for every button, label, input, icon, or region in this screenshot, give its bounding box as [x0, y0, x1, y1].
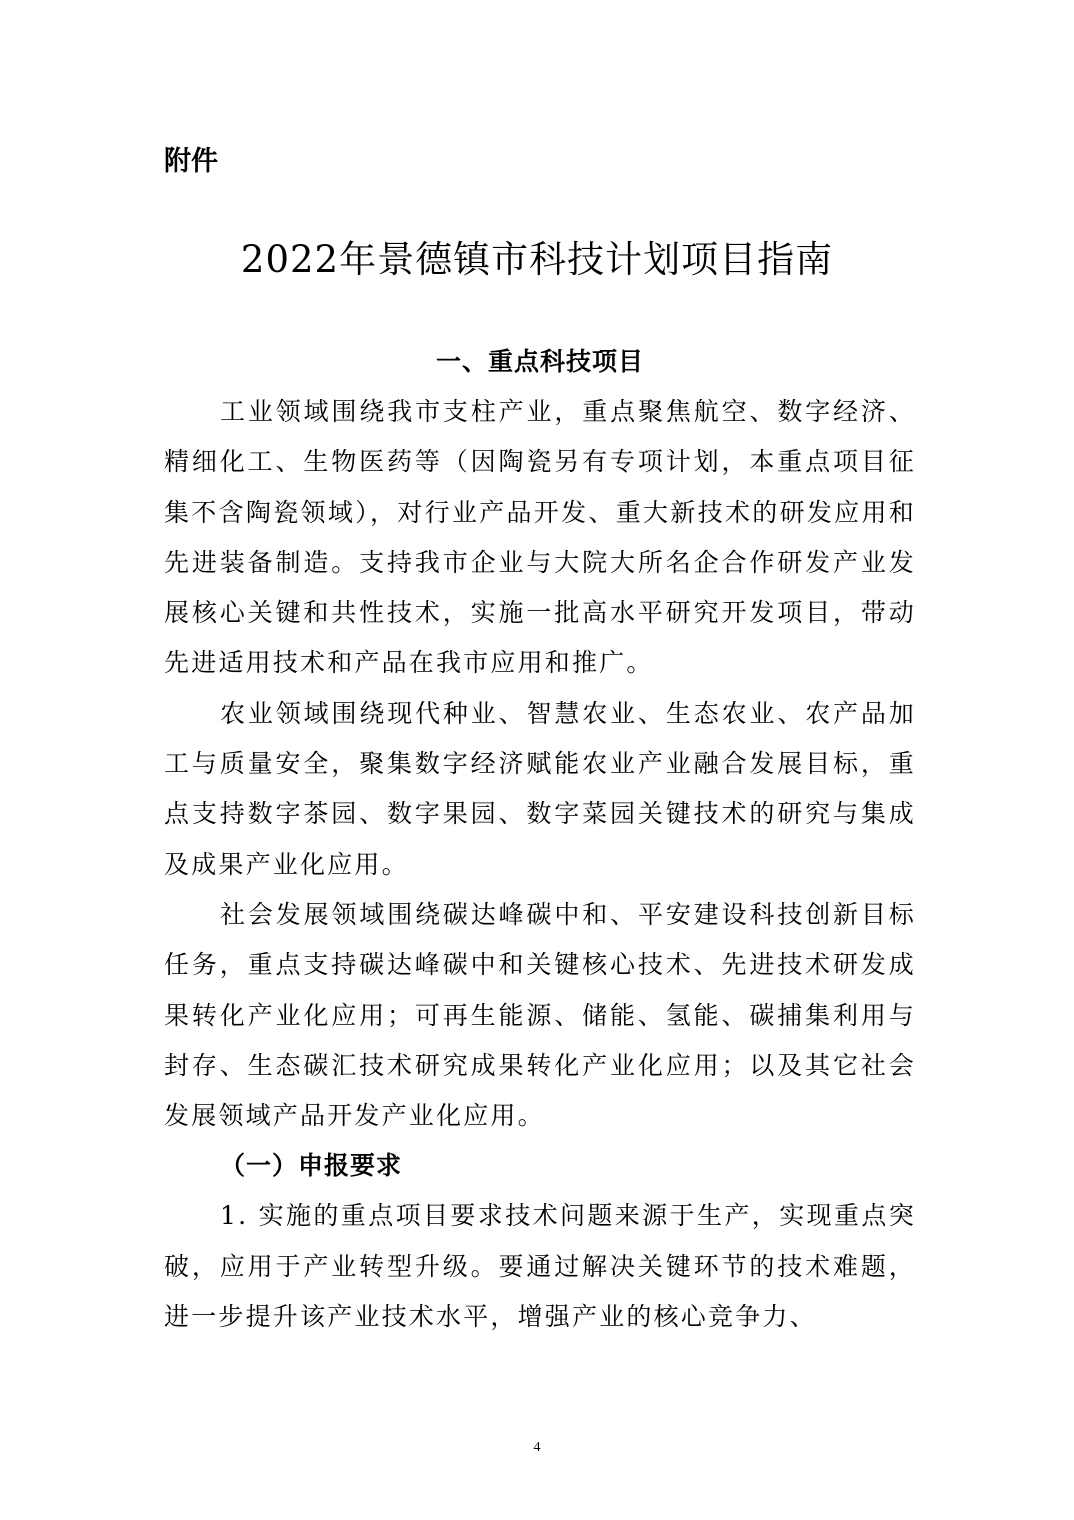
page-number: 4 — [533, 1440, 541, 1455]
document-body — [164, 337, 916, 1342]
paragraph-requirement-1: 1. 实施的重点项目要求技术问题来源于生产，实现重点突破，应用于产业转型升级。要通过解决关键环节的技术难题，进一步提升该产业技术水平，增强产业的核心竞争力、 — [164, 1201, 916, 1332]
section-heading-key-projects: 一、重点科技项目 — [435, 347, 644, 376]
paragraph-social-development: 社会发展领域围绕碳达峰碳中和、平安建设科技创新目标任务，重点支持碳达峰碳中和关键核心技术、先进技术研发成果转化产业化应用；可再生能源、储能、氢能、碳捕集利用与封存、生态碳汇技术研究成果转化产业化应用；以及其它社会发展领域产品开发产业化应用。 — [164, 899, 916, 1131]
paragraph-industry: 工业领域围绕我市支柱产业，重点聚焦航空、数字经济、精细化工、生物医药等（因陶瓷另有专项计划，本重点项目征集不含陶瓷领域），对行业产品开发、重大新技术的研发应用和先进装备制造。支持我市企业与大院大所名企合作研发产业发展核心关键和共性技术，实施一批高水平研究开发项目，带动先进适用技术和产品在我市应用和推广。 — [164, 397, 916, 678]
document-title: 2022年景德镇市科技计划项目指南 — [240, 238, 834, 281]
subsection-heading-requirements: （一）申报要求 — [220, 1151, 403, 1181]
attachment-label: 附件 — [164, 146, 218, 177]
paragraph-agriculture: 农业领域围绕现代种业、智慧农业、生态农业、农产品加工与质量安全，聚集数字经济赋能农业产业融合发展目标，重点支持数字茶园、数字果园、数字菜园关键技术的研究与集成及成果产业化应用。 — [164, 698, 916, 879]
